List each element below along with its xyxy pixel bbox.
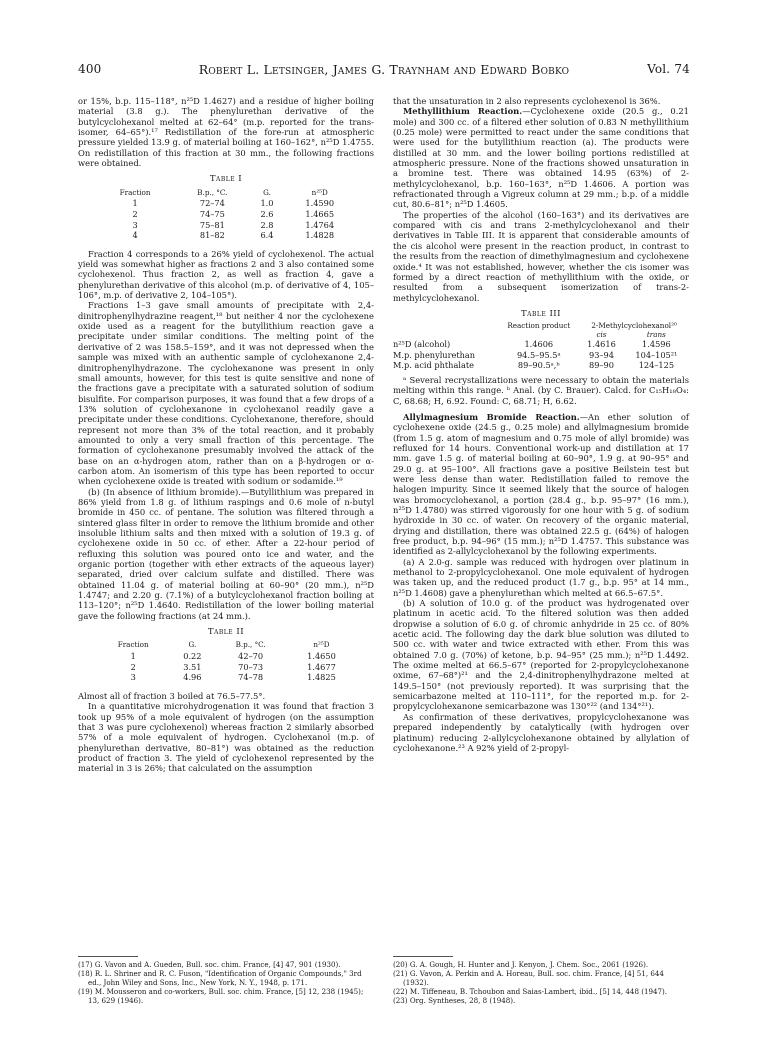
table-title: Table III <box>520 308 562 319</box>
table-cell: 1.4828 <box>305 230 335 241</box>
table-title: Table II <box>207 627 245 638</box>
paragraph: or 15%, b.p. 115–118°, n²⁵D 1.4627) and a residue of higher boiling material (3.8 g.). The phenylurethan derivative of the butylcyclohexanol melted at 62–64° (m.p. reported for the trans-isomer, 64–65°).¹⁷ Redistillation of the fore-run at atmospheric pressure yielded 13.9 g. of material boiling at 160–162°, n²⁵D 1.4755. On redistillation of this fraction at 30 mm., the following fractions were obtained. <box>78 96 374 169</box>
table-cell: 6.4 <box>260 230 274 241</box>
table-header-cell: cis <box>596 329 607 339</box>
table-2 <box>96 640 356 682</box>
table-cell: 2.8 <box>260 219 274 230</box>
paragraph <box>393 106 689 209</box>
table-cell: 4 <box>132 230 138 241</box>
paragraph: (a) A 2.0-g. sample was reduced with hydrogen over platinum in methanol to 2-propylcyclohexanol. One mole equivalent of hydrogen was taken up, and the reduced product (1.7 g., b.p. 95° at 14 mm., n²⁵D 1.4608) gave a phenylurethan which melted at 66.5–67.5°. <box>393 556 689 598</box>
paragraph <box>393 412 689 557</box>
table-row <box>393 350 689 361</box>
table-row <box>393 339 689 350</box>
paragraph: Fractions 1–3 gave small amounts of precipitate with 2,4-dinitrophenylhydrazine reagent,¹⁸ but neither 4 nor the cyclohexene oxide used as a reagent for the butyllithium reaction gave a precipitate under similar conditions. The melting point of the derivative of 2 was 158.5–159°, and it was not depressed when the sample was mixed with an authentic sample of cyclohexanone 2,4-dinitrophenylhydrazone. The cyclohexanone was present in only small amounts, however, for this test is quite sensitive and none of the fractions gave a precipitate with a saturated solution of sodium bisulfite. For comparison purposes, it was found that a few drops of a 13% solution of cyclohexanone in cyclohexanol readily gave a precipitate under these conditions. Cyclohexanone, therefore, should represent not more than 3% of the total reaction, and it probably amounted to only a very small fraction of this percentage. The formation of cyclohexanone presumably involved the attack of the base on an α-hydrogen atom, rather than on a β-hydrogen or α-carbon atom. An isomerism of this type has been reported to occur when cyclohexene oxide is treated with sodium or sodamide.¹⁹ <box>78 300 374 487</box>
table-cell: 70–73 <box>238 661 264 672</box>
table-header-cell: B.p., °C. <box>235 640 266 650</box>
table-header-cell: n²⁵D <box>313 640 330 650</box>
table-row <box>96 230 356 241</box>
footnote: (19) M. Mousseron and co-workers, Bull. soc. chim. France, [5] 12, 238 (1945); 13, 629 (1946). <box>78 987 364 1006</box>
table-header-cell: n²⁵D <box>311 187 328 197</box>
volume-label: Vol. 74 <box>647 62 690 76</box>
table-header-cell <box>393 322 498 330</box>
table-row <box>96 651 356 662</box>
footnotes-left <box>78 960 374 1005</box>
table-row <box>96 209 356 220</box>
table-header-row <box>96 640 356 651</box>
table-header-cell: Reaction product <box>507 321 571 331</box>
table-cell: 1.4616 <box>587 339 616 350</box>
table-header-cell: G. <box>188 640 197 650</box>
table-cell: 1.4596 <box>642 339 671 350</box>
table-header-row <box>393 322 689 330</box>
page-number: 400 <box>78 62 102 76</box>
table-cell: 104–105²¹ <box>635 349 678 360</box>
right-column <box>393 96 689 753</box>
paragraph: The properties of the alcohol (160–163°) and its derivatives are compared with cis and trans 2-methylcyclohexanol and their derivatives in Table III. It is apparent that considerable amounts of the cis alcohol were present in the reaction product, in contrast to the results from the reaction of dimethylmagnesium and cyclohexene oxide.⁴ It was not established, however, whether the cis isomer was formed by a direct reaction of methyllithium with the oxide, or resulted from a subsequent isomerization of trans-2-methylcyclohexanol. <box>393 209 689 303</box>
section-heading: Allylmagnesium Bromide Reaction. <box>403 411 580 422</box>
table-header-cell: B.p., °C. <box>197 187 228 197</box>
table-cell: M.p. phenylurethan <box>393 349 476 360</box>
paragraph: (b) A solution of 10.0 g. of the product was hydrogenated over platinum in acetic acid. To the filtered solution was then added dropwise a solution of 6.0 g. of chromic anhydride in 25 cc. of 80% acetic acid. The following day the dark blue solution was diluted to 500 cc. with water and twice extracted with ether. From this was obtained 7.0 g. (70%) of ketone, b.p. 94–95° (25 mm.); n²⁵D 1.4492. The oxime melted at 66.5–67° (reported for 2-propylcyclohexanone oxime, 67–68°)²¹ and the 2,4-dinitrophenylhydrazone melted at 149.5–150° (not previously reported). It was surprising that the semicarbazone melted at 110–111°, for the reported m.p. for 2-propylcyclohexanone semicarbazone was 130°²² (and 134°²¹). <box>393 598 689 712</box>
table-row <box>96 198 356 209</box>
table-3 <box>393 322 689 371</box>
table-row <box>393 360 689 371</box>
paragraph: Fraction 4 corresponds to a 26% yield of cyclohexenol. The actual yield was somewhat higher as fractions 2 and 3 also contained some cyclohexenol. Thus fraction 2, as well as fraction 4, gave a phenylurethan derivative of this alcohol (m.p. of derivative of 4, 105–106°, m.p. of derivative 2, 104–105°). <box>78 248 374 301</box>
table-cell: M.p. acid phthalate <box>393 360 474 371</box>
table-1 <box>96 188 356 241</box>
table-header-cell: G. <box>263 187 271 197</box>
table-cell: 89–90 <box>589 360 614 371</box>
table-cell: 3 <box>130 672 136 683</box>
table-cell: n²⁵D (alcohol) <box>393 339 451 350</box>
table-cell: 89–90.5ᵃ,ᵇ <box>517 360 560 371</box>
table-cell: 72–74 <box>199 198 225 209</box>
footnote: (22) M. Tiffeneau, B. Tchoubon and Saias-Lambert, ibid., [5] 14, 448 (1947). <box>393 987 668 997</box>
table-cell: 1 <box>130 651 136 662</box>
table-cell: 3.51 <box>183 661 202 672</box>
table-header-cell: Fraction <box>119 187 151 197</box>
table-header-cell <box>393 331 498 339</box>
footnote: (21) G. Vavon, A. Perkin and A. Horeau, Bull. soc. chim. France, [4] 51, 644 (1932). <box>393 969 664 988</box>
table-cell: 74–78 <box>238 672 264 683</box>
running-title-authors: Robert L. Letsinger, James G. Traynham and Edward Bobko <box>198 62 570 77</box>
left-column <box>78 96 374 774</box>
table-cell: 1 <box>132 198 138 209</box>
table-header-cell <box>498 331 579 339</box>
table-row <box>96 662 356 673</box>
table-cell: 3 <box>132 219 138 230</box>
table-title: Table I <box>209 174 243 185</box>
footnote-rule <box>393 956 453 957</box>
footnote: (18) R. L. Shriner and R. C. Fuson, "Identification of Organic Compounds," 3rd ed., John Wiley and Sons, Inc., New York, N. Y., 1948, p. 171. <box>78 969 362 988</box>
table-cell: 1.4650 <box>307 651 336 662</box>
paragraph-body: —An ether solution of cyclohexene oxide (24.5 g., 0.25 mole) and allylmagnesium bromide (from 1.5 g. atom of magnesium and 0.75 mole of allyl bromide) was refluxed for 14 hours. Conventional work-up and distillation at 17 mm. gave 1.5 g. of material boiling at 60–90°, 1.9 g. at 90–95° and 29.0 g. at 95–100°. All fractions gave a positive Beilstein test but were less dense than water. Redistillation failed to remove the halogen impurity. Since it seemed likely that the source of halogen was bromocyclohexanol, a portion (28.4 g., b.p. 95–97° (16 mm.), n²⁵D 1.4780) was stirred vigorously for one hour with 5 g. of sodium hydroxide in 30 cc. of water. On recovery of the organic material, drying and distillation, there was obtained 22.5 g. (64%) of halogen free product, b.p. 94–96° (15 mm.); n²⁵D 1.4757. This substance was identified as 2-allylcyclohexanol by the following experiments. <box>393 411 689 557</box>
paragraph: As confirmation of these derivatives, propylcyclohexanone was prepared independently by catalytically (with hydrogen over platinum) reducing 2-allylcyclohexanone obtained by allylation of cyclohexanone.²³ A 92% yield of 2-propyl- <box>393 711 689 753</box>
table-cell: 81–82 <box>199 230 225 241</box>
footnote: (23) Org. Syntheses, 28, 8 (1948). <box>393 996 516 1006</box>
table-header-row <box>393 331 689 339</box>
table-header-cell: trans <box>646 329 666 339</box>
table-cell: 124–125 <box>638 360 675 371</box>
table-cell: 94.5–95.5ᵃ <box>516 349 561 360</box>
table-cell: 4.96 <box>183 672 202 683</box>
section-heading: Methyllithium Reaction. <box>403 106 523 117</box>
table-row <box>96 672 356 683</box>
table-cell: 93–94 <box>589 349 614 360</box>
table-note: ᵃ Several recrystallizations were necessary to obtain the materials melting within this range. ᵇ Anal. (by C. Brauer). Calcd. for C₁₅H₁₈O₄: C, 68.68; H, 6.92. Found: C, 68.71; H, 6.62. <box>393 374 689 406</box>
table-cell: 1.4764 <box>305 219 335 230</box>
paragraph: Almost all of fraction 3 boiled at 76.5–77.5°. <box>78 690 266 701</box>
table-cell: 2 <box>132 208 138 219</box>
table-cell: 42–70 <box>238 651 264 662</box>
footnote: (20) G. A. Gough, H. Hunter and J. Kenyon, J. Chem. Soc., 2061 (1926). <box>393 960 649 969</box>
table-header-cell: Fraction <box>117 640 149 650</box>
running-header <box>78 62 690 76</box>
paragraph-body: —Cyclohexene oxide (20.5 g., 0.21 mole) and 300 cc. of a filtered ether solution of 0.83 N methyllithium (0.25 mole) were permitted to react under the same conditions that were used for the butyllithium reaction (a). The products were distilled at 30 mm. and the lower boiling portions redistilled at atmospheric pressure. None of the fractions showed unsaturation in a bromine test. There was obtained 14.95 (63%) of 2-methylcyclohexanol, b.p. 160–163°, n²⁵D 1.4606. A portion was refractionated through a Vigreux column at 29 mm.; b.p. of a middle cut, 80.6–81°; n²⁵D 1.4605. <box>393 106 689 210</box>
paragraph: In a quantitative microhydrogenation it was found that fraction 3 took up 95% of a mole equivalent of hydrogen (on the assumption that 3 was pure cyclohexenol) whereas fraction 2 similarly absorbed 57% of a mole equivalent of hydrogen. Cyclohexanol (m.p. of phenylurethan derivative, 80–81°) was obtained as the reduction product of fraction 3. The yield of cyclohexenol represented by the material in 3 is 26%; that calculated on the assumption <box>78 701 374 774</box>
paragraph: that the unsaturation in 2 also represents cyclohexenol is 36%. <box>393 96 661 106</box>
table-cell: 1.4606 <box>524 339 554 350</box>
table-cell: 1.0 <box>260 198 274 209</box>
table-cell: 1.4825 <box>307 672 336 683</box>
table-row <box>96 220 356 231</box>
paragraph: (b) (In absence of lithium bromide).—Butyllithium was prepared in 86% yield from 1.8 g. of lithium raspings and 0.6 mole of n-butyl bromide in 450 cc. of pentane. The solution was filtered through a sintered glass filter in order to remove the lithium bromide and other insoluble lithium salts and then mixed with a solution of 19.3 g. of cyclohexene oxide in 50 cc. of ether. After a 22-hour period of refluxing this solution was poured onto ice and water, and the organic portion (together with ether extracts of the aqueous layer) separated, dried over calcium sulfate and distilled. There was obtained 11.04 g. of material boiling at 60–90° (20 mm.), n²⁵D 1.4747; and 2.20 g. (7.1%) of a butylcyclohexanol fraction boiling at 113–120°; n²⁵D 1.4640. Redistillation of the lower boiling material gave the following fractions (at 24 mm.). <box>78 486 374 621</box>
table-cell: 1.4677 <box>307 661 336 672</box>
table-header-row <box>96 188 356 199</box>
table-cell: 1.4590 <box>305 198 335 209</box>
footnote-rule <box>78 956 138 957</box>
footnotes-right <box>393 960 689 1005</box>
table-cell: 2.6 <box>260 208 274 219</box>
table-cell: 1.4665 <box>305 208 335 219</box>
table-cell: 0.22 <box>183 651 202 662</box>
footnote: (17) G. Vavon and A. Gueden, Bull. soc. chim. France, [4] 47, 901 (1930). <box>78 960 341 969</box>
table-cell: 2 <box>130 661 136 672</box>
table-cell: 75–81 <box>199 219 225 230</box>
table-cell: 74–75 <box>199 208 225 219</box>
table-header-cell: 2-Methylcyclohexanol²⁰ <box>591 321 677 331</box>
